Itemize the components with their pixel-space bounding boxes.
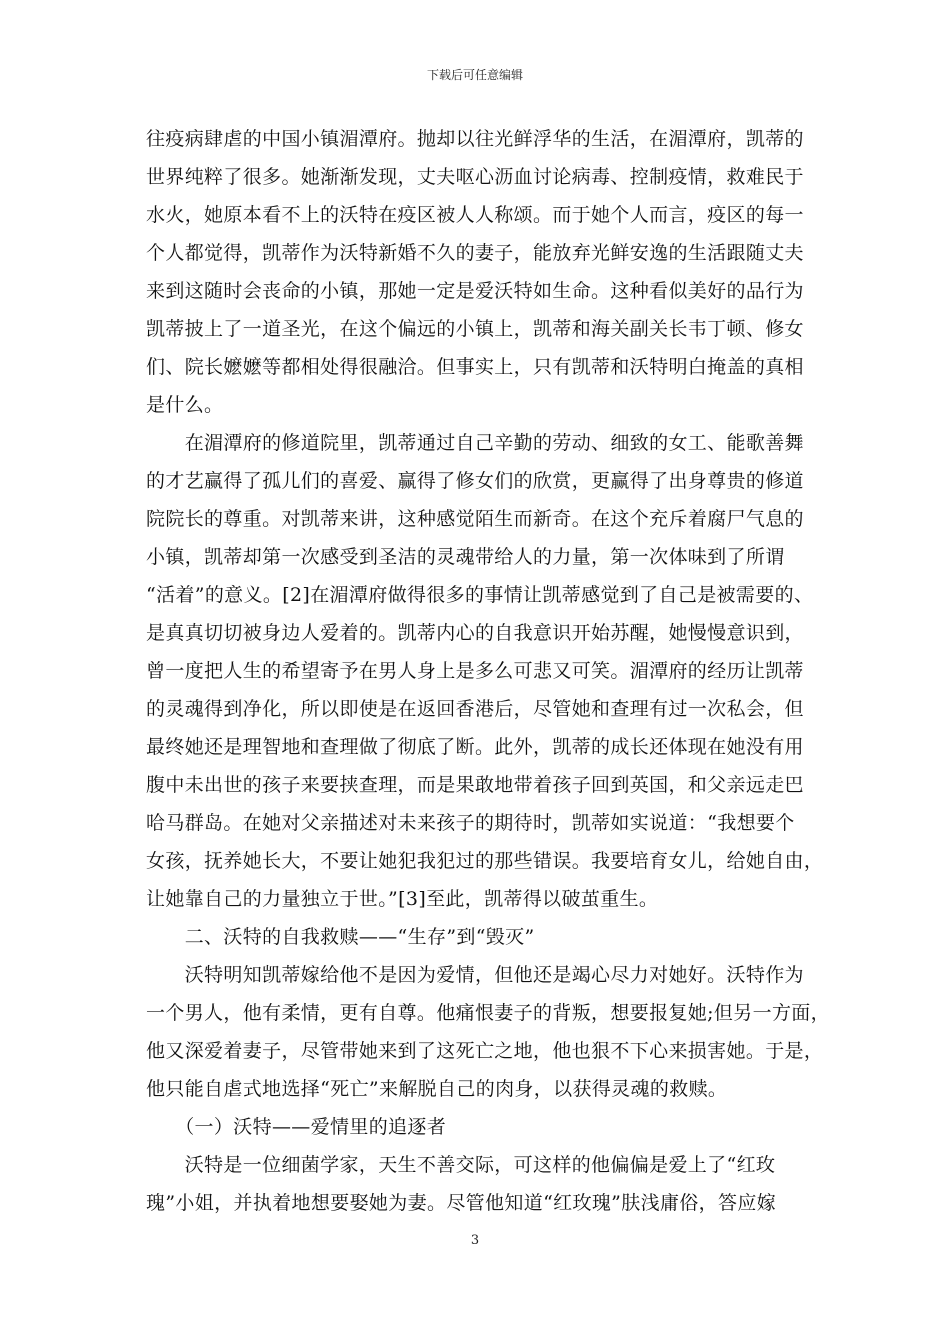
text-line: 在湄潭府的修道院里，凯蒂通过自己辛勤的劳动、细致的女工、能歌善舞	[146, 432, 804, 454]
text-line: 女孩，抚养她长大，不要让她犯我犯过的那些错误。我要培育女儿，给她自由，	[146, 850, 824, 872]
page-number: 3	[470, 1233, 480, 1248]
text-line: 沃特明知凯蒂嫁给他不是因为爱情，但他还是竭心尽力对她好。沃特作为	[146, 964, 804, 986]
page-header: 下载后可任意编辑	[426, 68, 523, 82]
text-line: 腹中未出世的孩子来要挟查理，而是果敢地带着孩子回到英国，和父亲远走巴	[146, 774, 804, 796]
text-line: 院院长的尊重。对凯蒂来讲，这种感觉陌生而新奇。在这个充斥着腐尸气息的	[146, 508, 804, 530]
text-line: 哈马群岛。在她对父亲描述对未来孩子的期待时，凯蒂如实说道：“我想要个	[146, 812, 795, 834]
text-line: 让她靠自己的力量独立于世。”[3]至此，凯蒂得以破茧重生。	[146, 888, 659, 910]
text-line: 往疫病肆虐的中国小镇湄潭府。抛却以往光鲜浮华的生活，在湄潭府，凯蒂的	[146, 128, 804, 150]
text-line: 沃特是一位细菌学家，天生不善交际，可这样的他偏偏是爱上了“红玫	[146, 1154, 776, 1176]
text-line: 是什么。	[146, 394, 224, 416]
text-line: 世界纯粹了很多。她渐渐发现，丈夫呕心沥血讨论病毒、控制疫情，救难民于	[146, 166, 804, 188]
text-line: “活着”的意义。[2]在湄潭府做得很多的事情让凯蒂感觉到了自己是被需要的、	[146, 584, 814, 606]
text-line: 他又深爱着妻子，尽管带她来到了这死亡之地，他也狠不下心来损害她。于是，	[146, 1040, 824, 1062]
text-line: 小镇，凯蒂却第一次感受到圣洁的灵魂带给人的力量，第一次体味到了所谓	[146, 546, 785, 568]
text-line: 们、院长嬷嬷等都相处得很融洽。但事实上，只有凯蒂和沃特明白掩盖的真相	[146, 356, 804, 378]
text-line: 二、沃特的自我救赎——“生存”到“毁灭”	[146, 926, 535, 948]
text-line: 瑰”小姐，并执着地想要娶她为妻。尽管他知道“红玫瑰”肤浅庸俗，答应嫁	[146, 1192, 777, 1214]
text-line: 个人都觉得，凯蒂作为沃特新婚不久的妻子，能放弃光鲜安逸的生活跟随丈夫	[146, 242, 804, 264]
text-line: 他只能自虐式地选择“死亡”来解脱自己的肉身，以获得灵魂的救赎。	[146, 1078, 728, 1100]
text-line: 的才艺赢得了孤儿们的喜爱、赢得了修女们的欣赏，更赢得了出身尊贵的修道	[146, 470, 804, 492]
text-line: 凯蒂披上了一道圣光，在这个偏远的小镇上，凯蒂和海关副关长韦丁顿、修女	[146, 318, 804, 340]
text-line: 的灵魂得到净化，所以即使是在返回香港后，尽管她和查理有过一次私会，但	[146, 698, 804, 720]
text-line: 来到这随时会丧命的小镇，那她一定是爱沃特如生命。这种看似美好的品行为	[146, 280, 804, 302]
text-line: 最终她还是理智地和查理做了彻底了断。此外，凯蒂的成长还体现在她没有用	[146, 736, 804, 758]
text-line: 一个男人，他有柔情，更有自尊。他痛恨妻子的背叛，想要报复她;但另一方面，	[146, 1002, 831, 1024]
text-line: 曾一度把人生的希望寄予在男人身上是多么可悲又可笑。湄潭府的经历让凯蒂	[146, 660, 804, 682]
body-text	[146, 120, 831, 1222]
text-line: （一）沃特——爱情里的追逐者	[146, 1116, 447, 1138]
text-line: 是真真切切被身边人爱着的。凯蒂内心的自我意识开始苏醒，她慢慢意识到，	[146, 622, 804, 644]
text-line: 水火，她原本看不上的沃特在疫区被人人称颂。而于她个人而言，疫区的每一	[146, 204, 804, 226]
